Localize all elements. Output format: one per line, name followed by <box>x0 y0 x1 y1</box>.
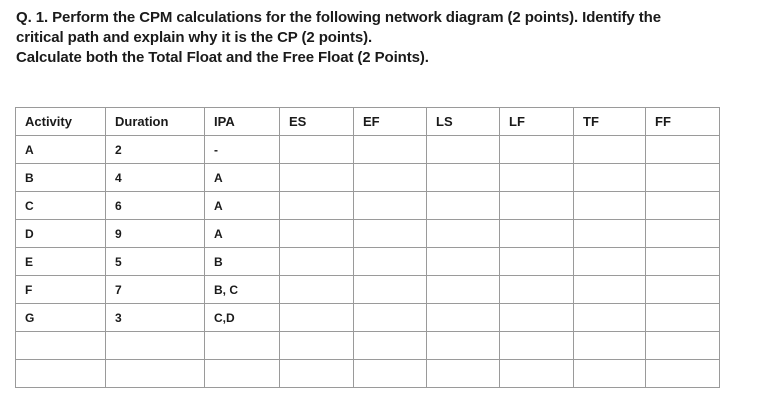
cell-ls <box>427 248 500 276</box>
column-header-tf: TF <box>574 108 646 136</box>
cpm-table <box>15 107 720 388</box>
cell-duration: 7 <box>106 276 205 304</box>
cell-duration: 3 <box>106 304 205 332</box>
cell-ipa <box>205 332 280 360</box>
column-header-ipa: IPA <box>205 108 280 136</box>
table-row <box>16 304 720 332</box>
cell-tf <box>574 220 646 248</box>
cell-ls <box>427 304 500 332</box>
cell-es <box>280 164 354 192</box>
table-row <box>16 136 720 164</box>
cell-lf <box>500 192 574 220</box>
cell-ipa: B, C <box>205 276 280 304</box>
cell-activity: G <box>16 304 106 332</box>
cell-lf <box>500 360 574 388</box>
cell-es <box>280 304 354 332</box>
column-header-ls: LS <box>427 108 500 136</box>
cell-lf <box>500 332 574 360</box>
column-header-ef: EF <box>354 108 427 136</box>
column-header-activity: Activity <box>16 108 106 136</box>
cell-ff <box>646 276 720 304</box>
cell-activity: D <box>16 220 106 248</box>
question-line-2: critical path and explain why it is the CP (2 points). <box>16 29 373 46</box>
cell-ef <box>354 164 427 192</box>
cell-ls <box>427 332 500 360</box>
table-row <box>16 360 720 388</box>
cell-tf <box>574 276 646 304</box>
table-row <box>16 248 720 276</box>
cell-ef <box>354 332 427 360</box>
cell-es <box>280 360 354 388</box>
cell-ls <box>427 360 500 388</box>
cell-tf <box>574 360 646 388</box>
column-header-ff: FF <box>646 108 720 136</box>
table-row <box>16 220 720 248</box>
cell-tf <box>574 304 646 332</box>
cell-es <box>280 220 354 248</box>
cell-ff <box>646 136 720 164</box>
cell-lf <box>500 276 574 304</box>
column-header-lf: LF <box>500 108 574 136</box>
cell-activity <box>16 332 106 360</box>
cell-ipa <box>205 360 280 388</box>
cell-activity: B <box>16 164 106 192</box>
cell-duration <box>106 360 205 388</box>
cell-ff <box>646 304 720 332</box>
question-line-3: Calculate both the Total Float and the Free Float (2 Points). <box>16 49 429 66</box>
cell-ff <box>646 332 720 360</box>
cell-lf <box>500 248 574 276</box>
cell-ipa: A <box>205 192 280 220</box>
cell-duration: 9 <box>106 220 205 248</box>
cell-ls <box>427 220 500 248</box>
cell-lf <box>500 304 574 332</box>
cell-es <box>280 248 354 276</box>
cell-ipa: B <box>205 248 280 276</box>
cell-ls <box>427 164 500 192</box>
cell-tf <box>574 192 646 220</box>
cell-lf <box>500 136 574 164</box>
cell-ls <box>427 136 500 164</box>
cell-duration: 4 <box>106 164 205 192</box>
cell-ls <box>427 192 500 220</box>
cell-ef <box>354 304 427 332</box>
cell-lf <box>500 164 574 192</box>
cell-tf <box>574 248 646 276</box>
cell-es <box>280 276 354 304</box>
cell-lf <box>500 220 574 248</box>
cell-duration: 5 <box>106 248 205 276</box>
cell-ef <box>354 360 427 388</box>
cell-tf <box>574 136 646 164</box>
question-line-1: Q. 1. Perform the CPM calculations for the following network diagram (2 points). Identify the <box>16 9 661 26</box>
column-header-es: ES <box>280 108 354 136</box>
cell-tf <box>574 332 646 360</box>
cell-ef <box>354 136 427 164</box>
cell-ipa: A <box>205 220 280 248</box>
cell-es <box>280 332 354 360</box>
cell-ef <box>354 248 427 276</box>
cell-es <box>280 136 354 164</box>
cell-ipa: A <box>205 164 280 192</box>
cell-ff <box>646 220 720 248</box>
cell-duration <box>106 332 205 360</box>
cell-ef <box>354 192 427 220</box>
cell-activity: F <box>16 276 106 304</box>
cell-ff <box>646 248 720 276</box>
cell-ff <box>646 164 720 192</box>
table-row <box>16 332 720 360</box>
table-row <box>16 192 720 220</box>
table-body <box>16 136 720 388</box>
cell-activity: A <box>16 136 106 164</box>
cell-ipa: - <box>205 136 280 164</box>
cell-activity: C <box>16 192 106 220</box>
cell-ef <box>354 220 427 248</box>
cell-ff <box>646 360 720 388</box>
table-header-row <box>16 108 720 136</box>
cell-ff <box>646 192 720 220</box>
cell-activity: E <box>16 248 106 276</box>
cell-duration: 6 <box>106 192 205 220</box>
cell-tf <box>574 164 646 192</box>
table-row <box>16 276 720 304</box>
cell-activity <box>16 360 106 388</box>
question-text <box>16 8 756 68</box>
cell-es <box>280 192 354 220</box>
cell-ls <box>427 276 500 304</box>
cell-ef <box>354 276 427 304</box>
column-header-duration: Duration <box>106 108 205 136</box>
cell-ipa: C,D <box>205 304 280 332</box>
table-row <box>16 164 720 192</box>
cell-duration: 2 <box>106 136 205 164</box>
